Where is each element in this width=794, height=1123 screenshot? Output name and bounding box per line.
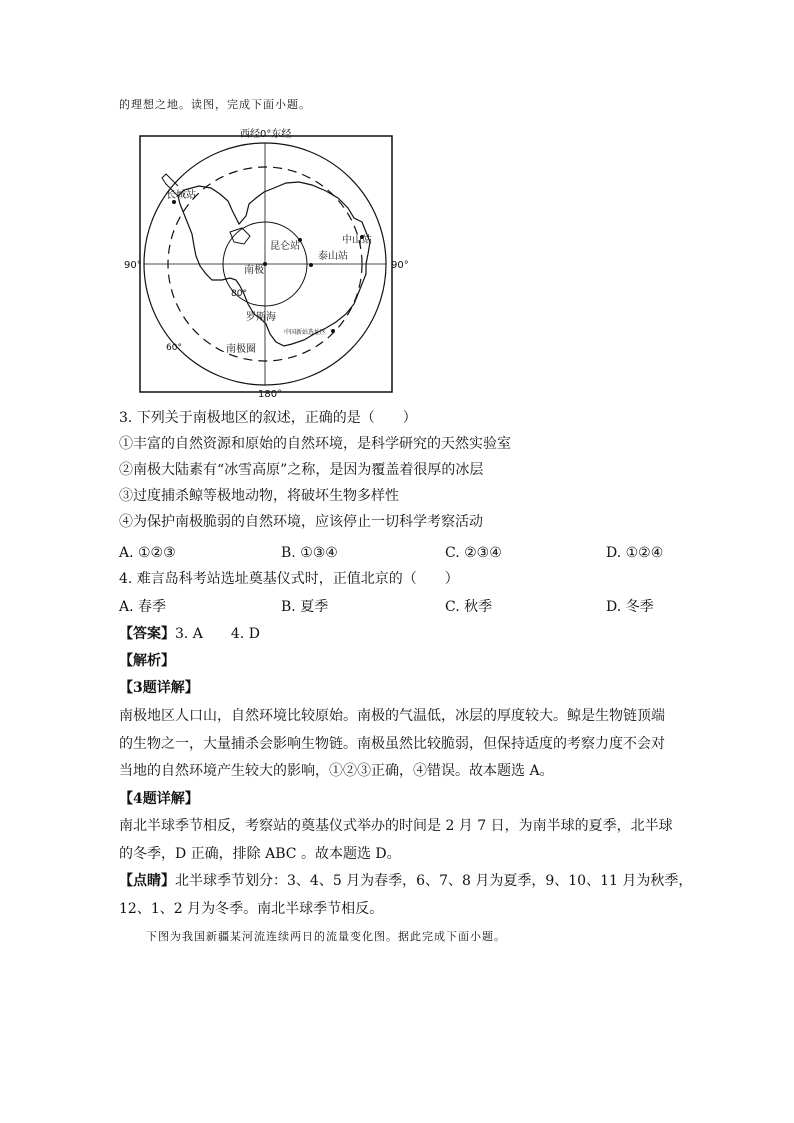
antarctica-map <box>124 128 409 400</box>
q3-option-b: B. ①③④ <box>281 545 338 561</box>
q4-option-b: B. 夏季 <box>281 599 329 615</box>
map-right-label: 90° <box>391 260 409 271</box>
map-top-label: 西经0°东经 <box>240 129 292 140</box>
answer-tag: 【答案】 <box>119 626 175 642</box>
answer-line <box>119 624 260 644</box>
detail4-line-2: 的冬季，D 正确，排除 ABC 。故本题选 D。 <box>119 846 401 862</box>
label-ross-sea: 罗斯海 <box>246 312 276 323</box>
tip-tag: 【点睛】 <box>119 873 175 889</box>
detail4-line-1: 南北半球季节相反，考察站的奠基仪式举办的时间是 2 月 7 日，为南半球的夏季，北半球 <box>119 818 673 834</box>
label-pole: 南极 <box>244 265 264 276</box>
detail3-line-2: 的生物之一，大量捕杀会影响生物链。南极虽然比较脆弱，但保持适度的考察力度不会对 <box>119 736 665 752</box>
tip-text-1: 北半球季节划分：3、4、5 月为春季，6、7、8 月为夏季，9、10、11 月为秋季， <box>175 873 693 889</box>
q4-option-d: D. 冬季 <box>606 599 654 615</box>
q3-option-d: D. ①②④ <box>606 545 664 561</box>
label-antarctic-circle: 南极圈 <box>226 344 256 355</box>
answer-value: 3. A 4. D <box>175 626 260 642</box>
q4-stem: 4. 难言岛科考站选址奠基仪式时，正值北京的（ ） <box>119 571 459 587</box>
map-bottom-label: 180° <box>258 389 283 400</box>
q3-option-a: A. ①②③ <box>119 545 176 561</box>
tip-line-1 <box>119 871 692 891</box>
q3-statement-4: ④为保护南极脆弱的自然环境，应该停止一切科学考察活动 <box>119 514 483 530</box>
detail3-line-3: 当地的自然环境产生较大的影响，①②③正确，④错误。故本题选 A。 <box>119 763 554 779</box>
station-dot-new <box>331 329 335 333</box>
label-80: 80° <box>231 289 247 299</box>
label-new-site: 中国新站选址区 <box>284 329 327 336</box>
detail3-line-1: 南极地区人口山，自然环境比较原始。南极的气温低，冰层的厚度较大。鲸是生物链顶端 <box>119 708 665 724</box>
tip-line-2: 12、1、2 月为冬季。南北半球季节相反。 <box>119 901 384 917</box>
map-left-label: 90° <box>124 260 142 271</box>
q3-statement-3: ③过度捕杀鲸等极地动物，将破坏生物多样性 <box>119 488 399 504</box>
q3-statement-1: ①丰富的自然资源和原始的自然环境，是科学研究的天然实验室 <box>119 436 511 452</box>
q3-statement-2: ②南极大陆素有“冰雪高原”之称，是因为覆盖着很厚的冰层 <box>119 462 484 478</box>
intro-line: 的理想之地。读图，完成下面小题。 <box>119 98 311 111</box>
next-intro: 下图为我国新疆某河流连续两日的流量变化图。据此完成下面小题。 <box>146 930 506 943</box>
label-changcheng: 长城站 <box>166 190 196 201</box>
label-taishan: 泰山站 <box>318 251 348 262</box>
detail4-tag: 【4题详解】 <box>119 791 199 807</box>
q3-option-c: C. ②③④ <box>445 545 502 561</box>
q4-option-a: A. 春季 <box>119 599 167 615</box>
label-kunlun: 昆仑站 <box>270 241 300 252</box>
analysis-tag: 【解析】 <box>119 653 175 669</box>
station-dot-taishan <box>309 263 313 267</box>
label-zhongshan: 中山站 <box>342 235 372 246</box>
q4-option-c: C. 秋季 <box>445 599 493 615</box>
detail3-tag: 【3题详解】 <box>119 680 199 696</box>
label-60: 60° <box>166 343 182 353</box>
q3-stem: 3. 下列关于南极地区的叙述，正确的是（ ） <box>119 410 417 426</box>
